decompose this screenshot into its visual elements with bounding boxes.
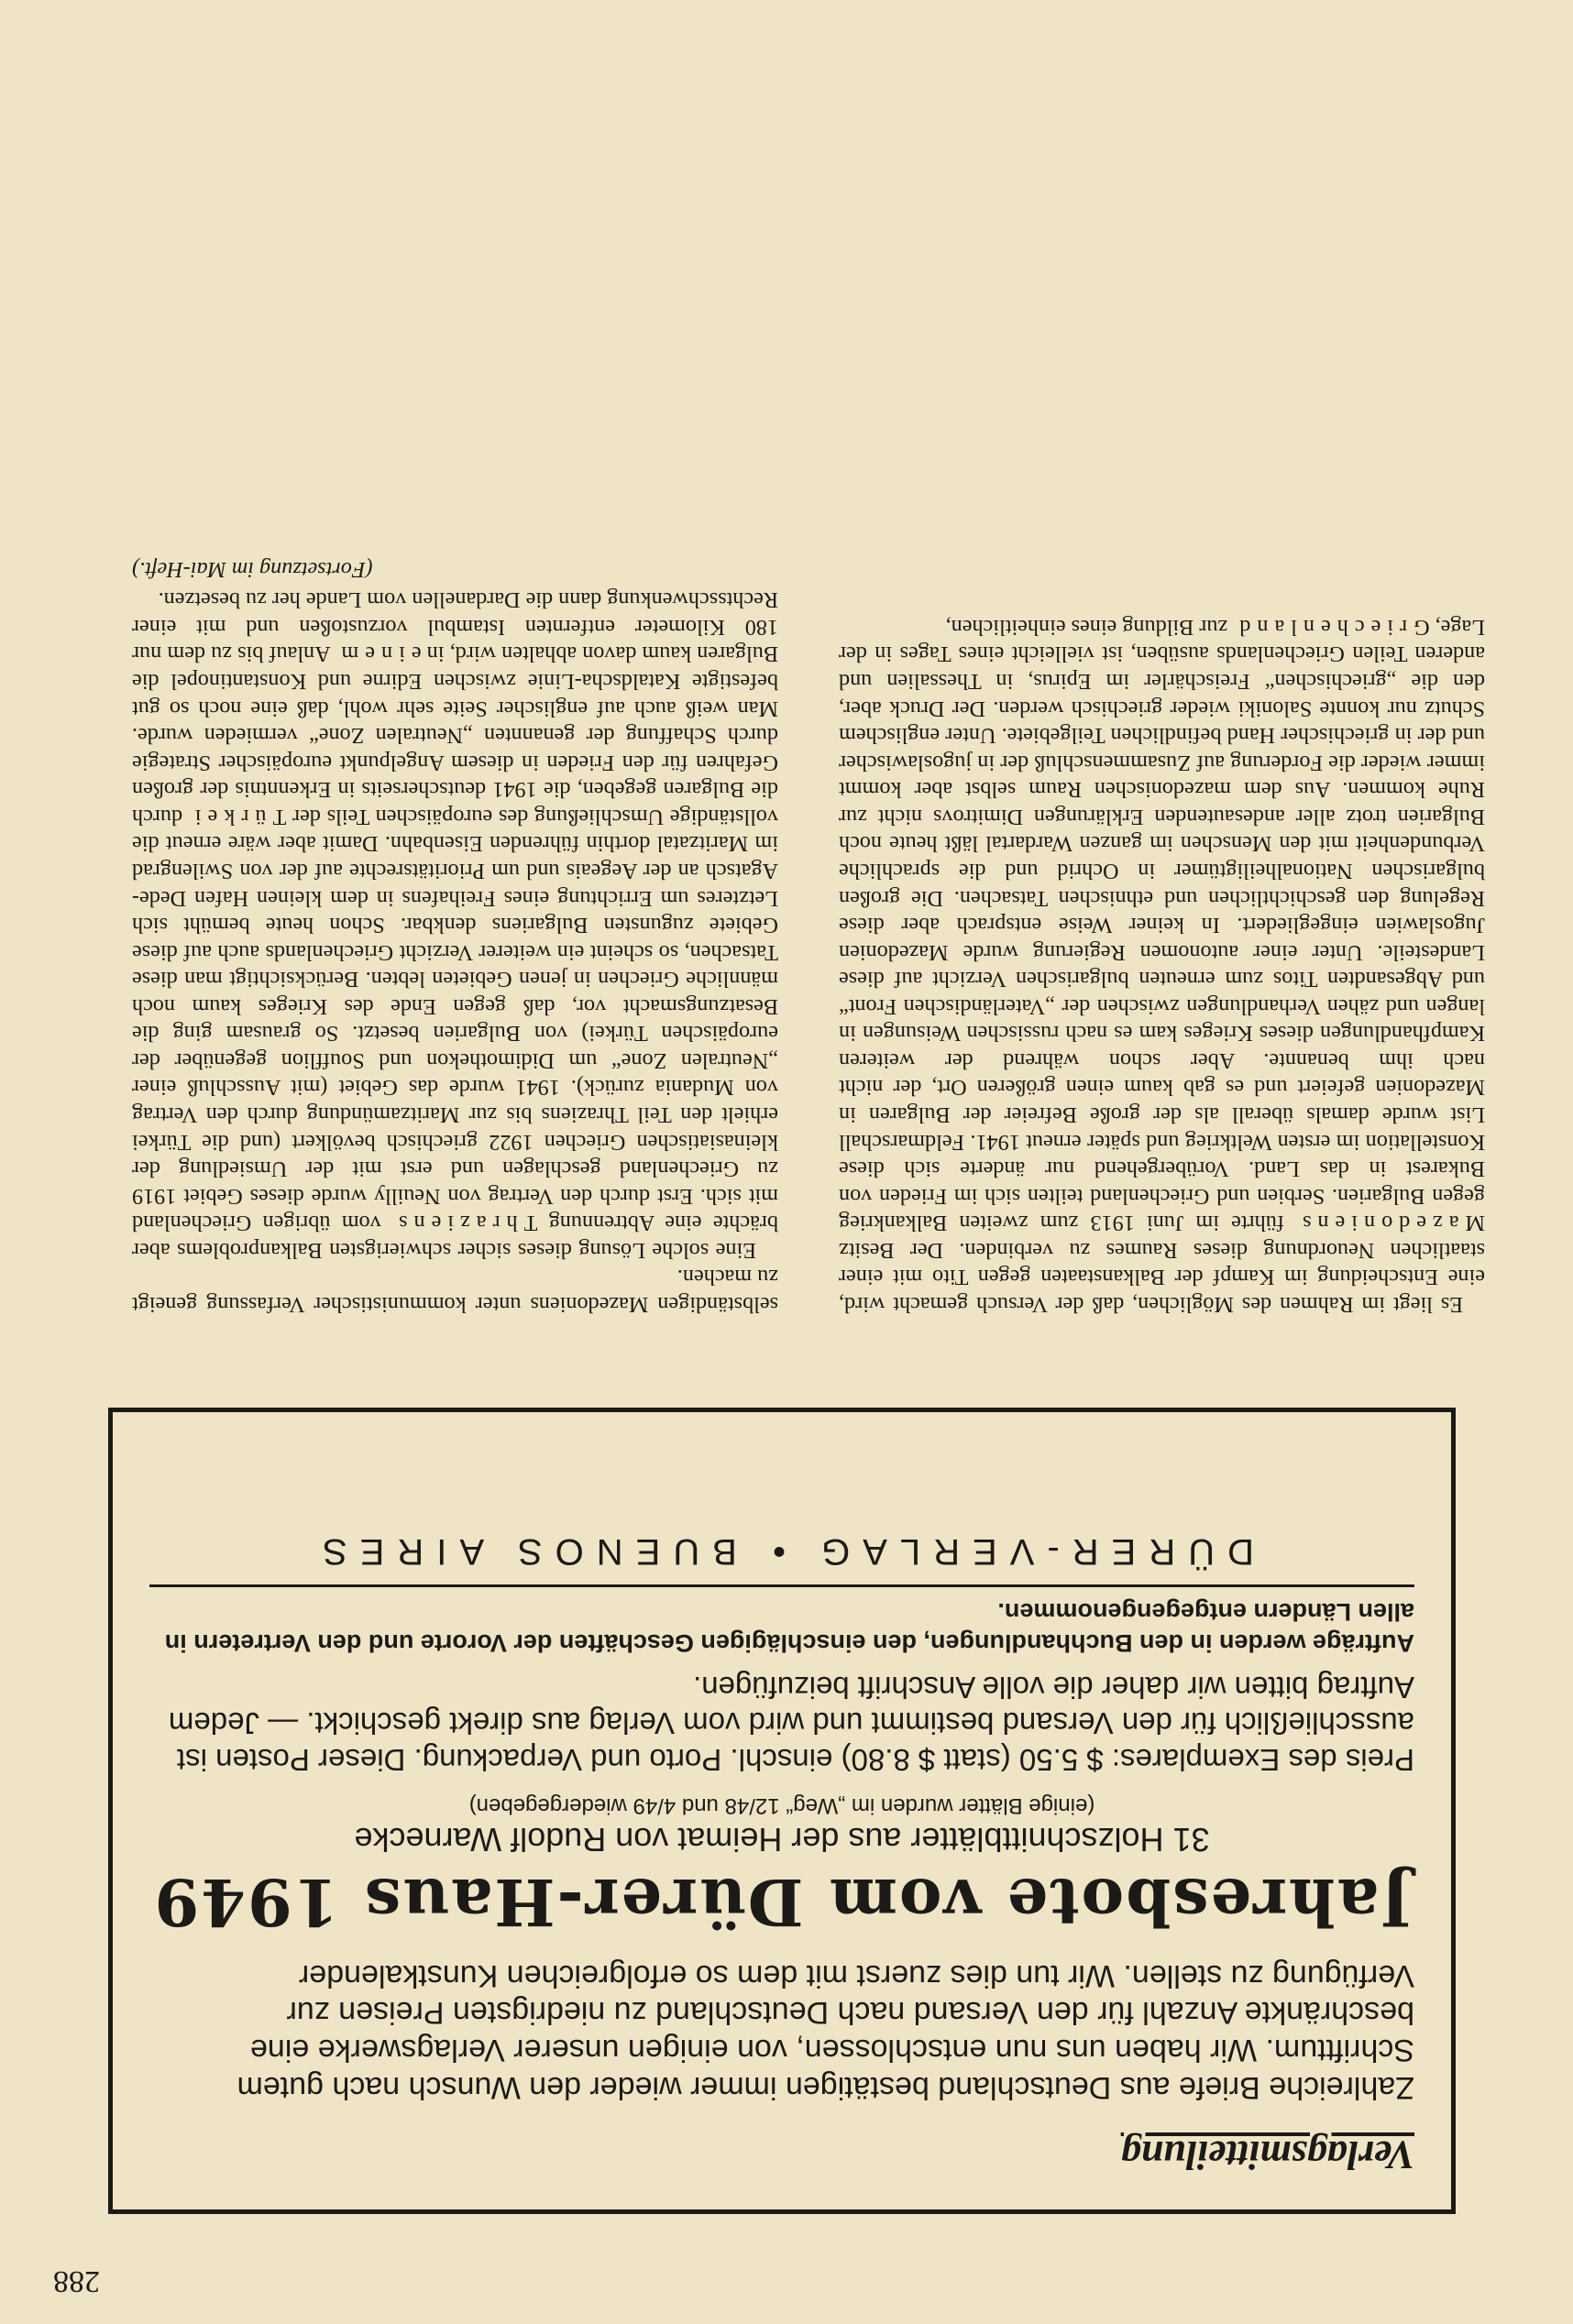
divider-rule <box>149 1584 1414 1587</box>
notice-heading: Verlagsmitteilung <box>1120 2132 1414 2177</box>
continuation-note: (Fortsetzung im Mai-Heft.) <box>132 556 373 582</box>
emphasis-griechenland: Griechenland <box>1233 614 1430 640</box>
article-column-2 <box>132 555 778 1318</box>
publisher-notice-box <box>108 1408 1456 2214</box>
book-note: (einige Blätter wurden im „Weg“ 12/48 und 4/49 wiedergegeben) <box>468 1792 1095 1818</box>
article-column-1 <box>839 613 1485 1318</box>
emphasis-thraziens: Thraziens <box>392 1211 538 1236</box>
emphasis-einem: einem <box>335 641 422 667</box>
paragraph-1-continued: selbständigen Mazedoniens unter kommunistischer Verfassung geneigt zu machen. <box>132 1265 778 1317</box>
page-number: 288 <box>53 2264 100 2298</box>
order-info: Aufträge werden in den Buchhandlungen, den einschlägigen Geschäften der Vororte und den Vertretern in allen Ländern entgegengenommen. <box>164 1598 1414 1658</box>
emphasis-mazedoniens: Mazedoniens <box>1296 1211 1485 1236</box>
paragraph-2: Eine solche Lösung dieses sicher schwierigsten Balkanproblems aber brächte eine Abtrennung Thraziens vom übrigen Griechenland mit sich. Erst durch den Vertrag von Neuilly wurde dieses Gebiet 1919 zu Griechenland geschlagen und erst mit der Umsiedlung der kleinasiatischen Griechen 1922 griechisch bevölkert (und die Türkei erhielt den Teil Thraziens bis zur Maritzamündung durch den Vertrag von Mudania zurück). 1941 wurde das Gebiet (mit Ausschluß einer „Neutralen Zone“ um Didimothekon und Soufflion gegenüber der europäischen Türkei) von Bulgarien besetzt. So grausam ging die Besatzungsmacht vor, daß gegen Ende des Krieges kaum noch männliche Griechen in jenen Gebieten lebten. Berücksichtigt man diese Tatsachen, so scheint ein weiterer Verzicht Griechenlands auch auf diese Gebiete zugunsten Bulgariens denkbar. Schon heute bemüht sich Letzteres um Errichtung eines Freihafens in dem kleinen Hafen Dede-Agatsch an der Aegeais und um Prioritätsrechte auf der von Swilengrad im Maritzatal dorthin führenden Eisenbahn. Damit aber wäre erneut die vollständige Umschließung des europäischen Teils der Türkei durch die Bulgaren gegeben, die 1941 deutscherseits in Erkenntnis der großen Gefahren für den Frieden in diesem Angelpunkt europäischer Strategie durch Schaffung der genannten „Neutralen Zone“ vermieden wurde. Man weiß auch auf englischer Seite sehr wohl, daß eine noch so gut befestigte Kataldscha-Linie zwischen Edirne und Konstantinopel die Bulgaren kaum davon abhalten wird, in einem Anlauf bis zu dem nur 180 Kilometer entfernten Istambul vorzustoßen und mit einer Rechtsschwenkung dann die Dardanellen vom Lande her zu besetzen. <box>132 587 778 1263</box>
publisher-line: DÜRER-VERLAG • BUENOS AIRES <box>310 1530 1254 1572</box>
price-info: Preis des Exemplares: $ 5.50 (statt $ 8.80) einschl. Porto und Verpackung. Dieser Posten ist ausschließlich für den Versand bestimmt und wird vom Verlag aus direkt geschickt. — Jedem Auftrag bitten wir daher die volle Anschrift beizufügen. <box>168 1670 1414 1777</box>
paragraph-1: Es liegt im Rahmen des Möglichen, daß der Versuch gemacht wird, eine Entscheidung im Kampf der Balkanstaaten gegen Tito mit einer staatlichen Neuordnung dieses Raumes zu verbinden. Der Besitz Mazedoniens führte im Juni 1913 zum zweiten Balkankrieg gegen Bulgarien. Serbien und Griechenland teilten sich im Frieden von Bukarest in das Land. Vorübergehend nur änderte sich diese Konstellation im ersten Weltkrieg und später erneut 1941. Feldmarschall List wurde damals überall als der große Befreier der Bulgaren in Mazedonien gefeiert und es gab kaum einen größeren Ort, der nicht nach ihm benannte. Aber schon während der weiteren Kampfhandlungen dieses Krieges kam es nach russischen Weisungen in langen und zähen Verhandlungen zwischen der „Vaterländischen Front“ und Abgesandten Titos zum erneuten bulgarischen Verzicht auf diese Landesteile. Unter einer autonomen Regierung wurde Mazedonien Jugoslawien eingegliedert. In keiner Weise entsprach aber diese Regelung den geschichtlichen und ethnischen Tatsachen. Die großen bulgarischen Nationalheiligtümer in Ochrid und die sprachliche Verbundenheit mit den Menschen im ganzen Wardartal läßt heute noch Bulgarien trotz aller andesautenden Erklärungen Dimitrovs nicht zur Ruhe kommen. Aus dem mazedonischen Raum selbst aber kommt immer wieder die Forderung auf Zusammenschluß der in jugoslawischer und der in griechischer Hand befindlichen Teilgebiete. Unter englischem Schutz nur konnte Saloniki wieder griechisch werden. Der Druck aber, den die „griechischen“ Freischärler im Epirus, in Thessalien und anderen Teilen Griechenlands ausüben, ist vielleicht eines Tages in der Lage, Griechenland zur Bildung eines einheitlichen, <box>839 614 1485 1317</box>
notice-intro: Zahlreiche Briefe aus Deutschland bestätigen immer wieder den Wunsch nach gutem Schrifttum. Wir haben uns nun entschlossen, von einigen unserer Verlagswerke eine beschränkte Anzahl für den Versand nach Deutschland zu niedrigsten Preisen zur Verfügung zu stellen. Wir tun dies zuerst mit dem so erfolgreichen Kunstkalender <box>236 1957 1414 2105</box>
book-title: Jahresbote vom Dürer-Haus 1949 <box>152 1863 1412 1940</box>
book-subtitle: 31 Holzschnittblätter aus der Heimat von Rudolf Warnecke <box>354 1820 1210 1858</box>
emphasis-tuerkei: Türkei <box>188 804 287 829</box>
